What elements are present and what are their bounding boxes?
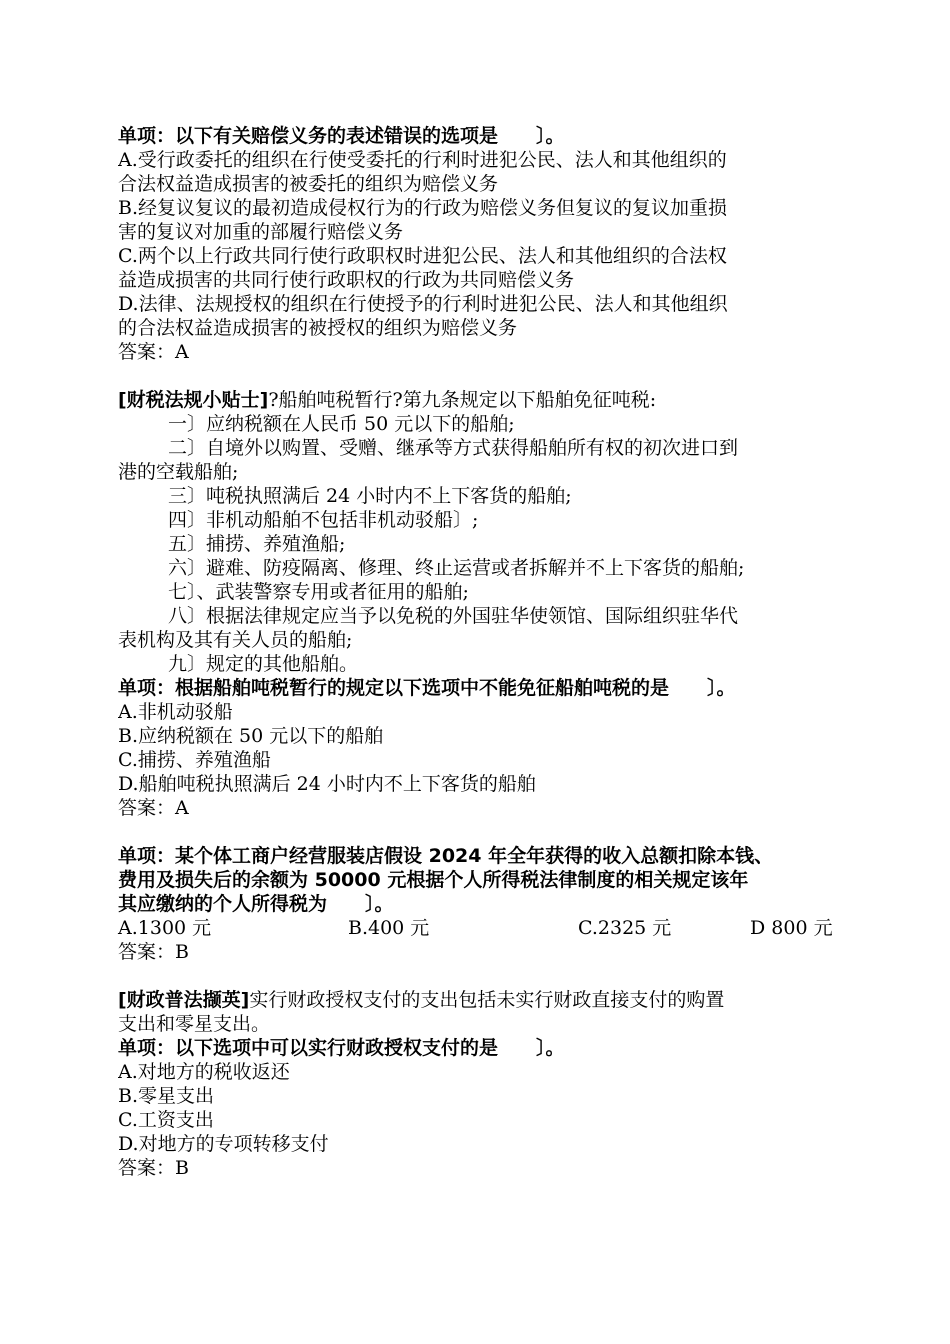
tip1-item: 九〕规定的其他船舶。 xyxy=(168,653,359,675)
tip2-line2: 支出和零星支出。 xyxy=(118,1013,271,1035)
tip1-item: 二〕自境外以购置、受赠、继承等方式获得船舶所有权的初次进口到 xyxy=(168,437,739,459)
q1-stem: 单项：以下有关赔偿义务的表述错误的选项是 〕。 xyxy=(118,125,565,147)
q2-option-d: D.船舶吨税执照满后 24 小时内不上下客货的船舶 xyxy=(118,773,536,795)
tip2-line1 xyxy=(118,988,898,1012)
q3-option-b: B.400 元 xyxy=(348,917,430,939)
tip1-item: 四〕非机动船舶不包括非机动驳船〕; xyxy=(168,509,479,531)
tip1-item-continuation: 表机构及其有关人员的船舶; xyxy=(118,629,353,651)
tip1-item: 八〕根据法律规定应当予以免税的外国驻华使领馆、国际组织驻华代 xyxy=(168,605,739,627)
q4-option-d: D.对地方的专项转移支付 xyxy=(118,1133,329,1155)
q1-option-d-line1: D.法律、法规授权的组织在行使授予的行利时进犯公民、法人和其他组织 xyxy=(118,293,728,315)
q2-option-c: C.捕捞、养殖渔船 xyxy=(118,749,271,771)
q1-option-d-line2: 的合法权益造成损害的被授权的组织为赔偿义务 xyxy=(118,317,518,339)
tip1-item: 三〕吨税执照满后 24 小时内不上下客货的船舶; xyxy=(168,485,572,507)
q1-option-a-line1: A.受行政委托的组织在行使受委托的行利时进犯公民、法人和其他组织的 xyxy=(118,149,727,171)
tip1-item: 一〕应纳税额在人民币 50 元以下的船舶; xyxy=(168,413,515,435)
q1-option-c-line1: C.两个以上行政共同行使行政职权时进犯公民、法人和其他组织的合法权 xyxy=(118,245,727,267)
q3-option-c: C.2325 元 xyxy=(578,917,672,939)
tip1-tag: [财税法规小贴士] xyxy=(118,389,269,411)
q1-option-a-line2: 合法权益造成损害的被委托的组织为赔偿义务 xyxy=(118,173,499,195)
q3-stem-line3: 其应缴纳的个人所得税为 〕。 xyxy=(118,893,394,915)
tip1-item-continuation: 港的空载船舶; xyxy=(118,461,239,483)
q1-answer: 答案：A xyxy=(118,341,189,363)
q2-option-b: B.应纳税额在 50 元以下的船舶 xyxy=(118,725,384,747)
q1-option-b-line2: 害的复议对加重的部履行赔偿义务 xyxy=(118,221,404,243)
q4-stem: 单项：以下选项中可以实行财政授权支付的是 〕。 xyxy=(118,1037,565,1059)
q3-options-row xyxy=(118,916,898,940)
q3-answer: 答案：B xyxy=(118,941,189,963)
q2-option-a: A.非机动驳船 xyxy=(118,701,233,723)
q3-stem-line1: 单项：某个体工商户经营服装店假设 2024 年全年获得的收入总额扣除本钱、 xyxy=(118,845,774,867)
q4-option-a: A.对地方的税收返还 xyxy=(118,1061,290,1083)
tip2-text: 实行财政授权支付的支出包括未实行财政直接支付的购置 xyxy=(249,989,725,1011)
q4-option-c: C.工资支出 xyxy=(118,1109,214,1131)
q1-option-c-line2: 益造成损害的共同行使行政职权的行政为共同赔偿义务 xyxy=(118,269,575,291)
q3-option-d: D 800 元 xyxy=(750,917,833,939)
tip1-intro: ?船舶吨税暂行?第九条规定以下船舶免征吨税: xyxy=(268,389,657,411)
q3-stem-line2: 费用及损失后的余额为 50000 元根据个人所得税法律制度的相关规定该年 xyxy=(118,869,749,891)
tip1-intro-line xyxy=(118,388,898,412)
q4-option-b: B.零星支出 xyxy=(118,1085,215,1107)
tip2-tag: [财政普法撷英] xyxy=(118,989,250,1011)
tip1-item: 五〕捕捞、养殖渔船; xyxy=(168,533,346,555)
tip1-item: 七〕、武装警察专用或者征用的船舶; xyxy=(168,581,469,603)
q2-stem: 单项：根据船舶吨税暂行的规定以下选项中不能免征船舶吨税的是 〕。 xyxy=(118,677,736,699)
q2-answer: 答案：A xyxy=(118,797,189,819)
q3-option-a: A.1300 元 xyxy=(118,917,212,939)
q1-option-b-line1: B.经复议复议的最初造成侵权行为的行政为赔偿义务但复议的复议加重损 xyxy=(118,197,728,219)
q4-answer: 答案：B xyxy=(118,1157,189,1179)
tip1-item: 六〕避难、防疫隔离、修理、终止运营或者拆解并不上下客货的船舶; xyxy=(168,557,745,579)
